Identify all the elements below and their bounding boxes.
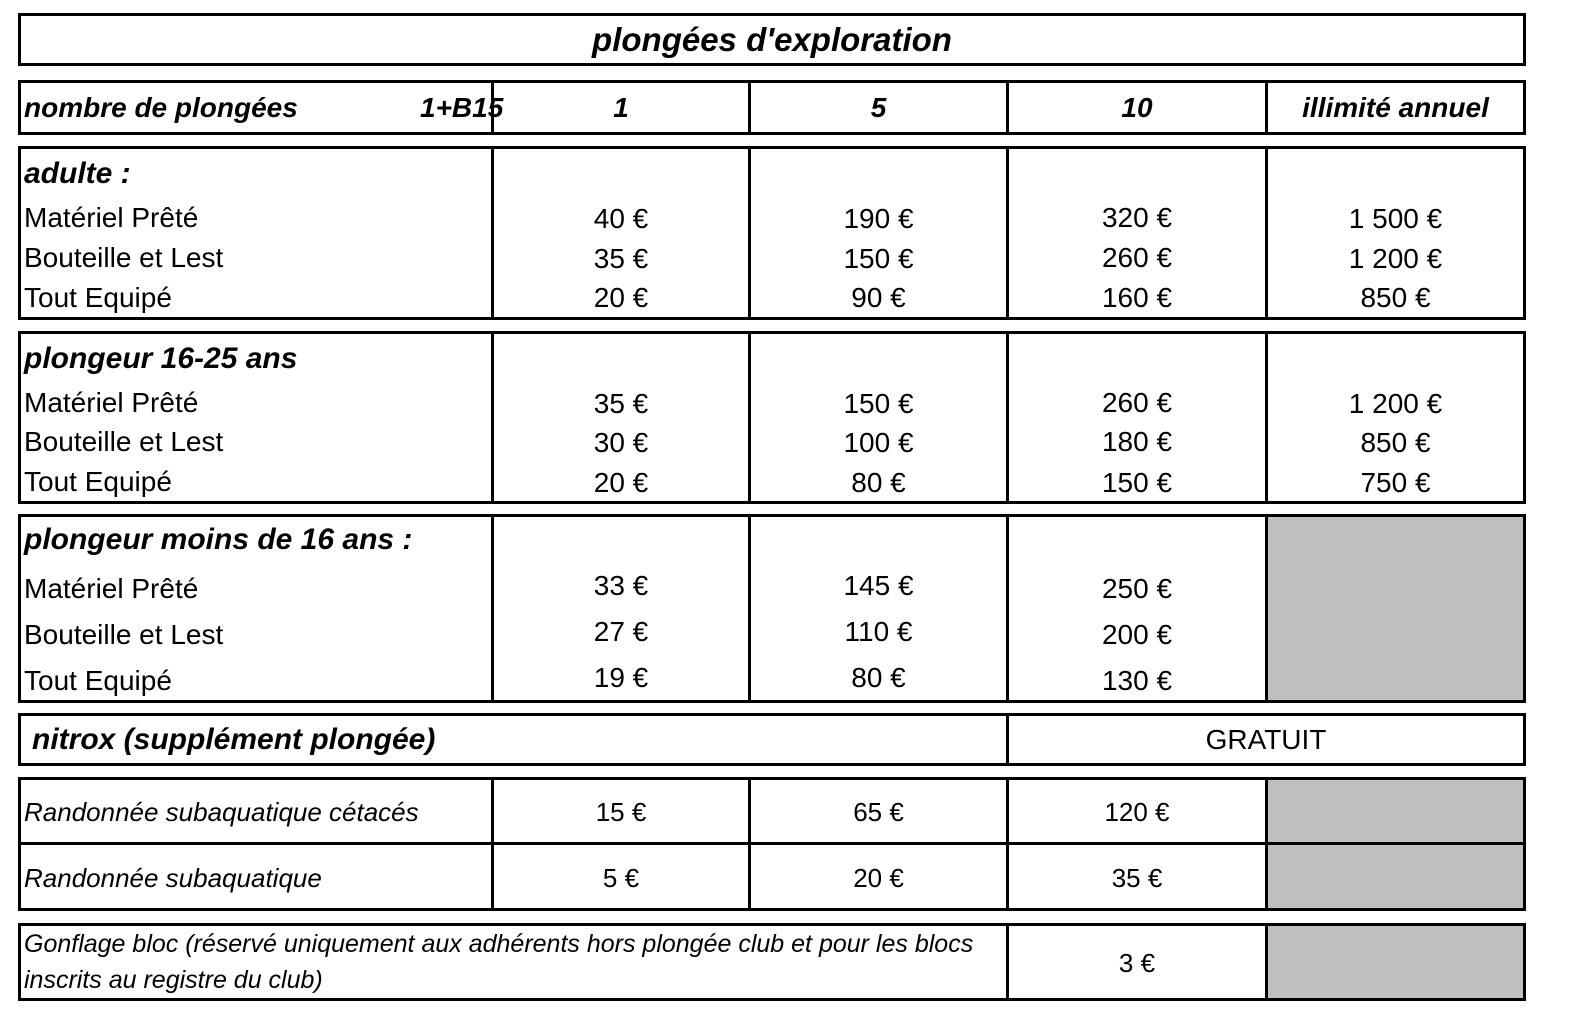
col-divider: [1265, 923, 1268, 1001]
gonflage-label-line2: inscrits au registre du club): [24, 966, 323, 994]
row-label: Tout Equipé: [24, 665, 172, 696]
price-cell: 5 €: [602, 863, 640, 893]
price-cell: 27 €: [593, 616, 649, 647]
price-cell: 1 500 €: [1348, 203, 1443, 234]
price-cell: 40 €: [593, 203, 649, 234]
price-cell: 150 €: [843, 388, 914, 419]
price-cell: 160 €: [1101, 282, 1173, 313]
row-label: Tout Equipé: [24, 466, 172, 497]
header-cell-ref: 1+B15: [420, 92, 504, 123]
row-label: Tout Equipé: [24, 282, 172, 313]
price-cell: 850 €: [1360, 427, 1431, 458]
row-label: Matériel Prêté: [24, 573, 199, 604]
col-divider: [1265, 514, 1268, 703]
price-cell: 260 €: [1101, 242, 1173, 273]
gonflage-label-line1: Gonflage bloc (réservé uniquement aux adhérents hors plongée club et pour les blocs: [24, 930, 974, 958]
price-cell: 100 €: [843, 427, 914, 458]
row-label: Randonnée subaquatique cétacés: [24, 797, 419, 827]
price-cell: 35 €: [1111, 863, 1163, 893]
col-divider: [1265, 777, 1268, 911]
header-col-illimite: illimité annuel: [1302, 92, 1489, 123]
price-cell: 30 €: [593, 427, 649, 458]
price-cell: 850 €: [1360, 282, 1431, 313]
price-cell: 33 €: [593, 570, 649, 601]
price-cell: 80 €: [851, 662, 906, 693]
price-cell: 150 €: [843, 243, 914, 274]
row-label: Bouteille et Lest: [24, 426, 224, 457]
row-label: Bouteille et Lest: [24, 242, 224, 273]
price-cell: 180 €: [1101, 426, 1173, 457]
price-cell: 20 €: [593, 282, 649, 313]
price-cell: 20 €: [593, 467, 649, 498]
gonflage-value: 3 €: [1118, 948, 1156, 978]
section-title: plongeur 16-25 ans: [24, 342, 298, 375]
nitrox-value: GRATUIT: [1205, 724, 1327, 755]
price-cell: 15 €: [595, 797, 647, 827]
price-cell: 1 200 €: [1348, 388, 1443, 419]
price-cell: 35 €: [593, 388, 649, 419]
row-label: Randonnée subaquatique: [24, 863, 322, 893]
price-cell: 750 €: [1360, 467, 1431, 498]
price-cell: 320 €: [1101, 202, 1173, 233]
price-cell: 120 €: [1104, 797, 1170, 827]
header-col-10: 10: [1121, 92, 1153, 123]
row-label: Bouteille et Lest: [24, 619, 224, 650]
row-label: Matériel Prêté: [24, 387, 199, 418]
price-cell: 80 €: [851, 467, 906, 498]
price-cell: 20 €: [853, 863, 904, 893]
price-cell: 250 €: [1101, 573, 1173, 604]
header-col-1: 1: [613, 92, 629, 123]
price-cell: 150 €: [1101, 467, 1173, 498]
header-col-5: 5: [870, 92, 887, 123]
price-cell: 35 €: [593, 243, 649, 274]
price-cell: 1 200 €: [1348, 243, 1443, 274]
price-cell: 90 €: [851, 282, 906, 313]
header-label: nombre de plongées: [24, 92, 298, 123]
price-cell: 260 €: [1101, 387, 1173, 418]
header-cell-ref-clip: [418, 92, 504, 126]
price-cell: 110 €: [844, 616, 913, 647]
price-cell: 19 €: [593, 662, 649, 693]
price-cell: 190 €: [843, 203, 914, 234]
price-cell: 65 €: [853, 797, 904, 827]
row-label: Matériel Prêté: [24, 202, 199, 233]
row-divider: [18, 842, 1526, 845]
section-title: adulte :: [24, 157, 131, 190]
page-title: plongées d'exploration: [592, 21, 952, 58]
nitrox-label: nitrox (supplément plongée): [32, 723, 436, 756]
section-title: plongeur moins de 16 ans :: [24, 523, 413, 556]
price-cell: 200 €: [1101, 619, 1173, 650]
price-cell: 145 €: [843, 570, 914, 601]
price-cell: 130 €: [1101, 665, 1173, 696]
